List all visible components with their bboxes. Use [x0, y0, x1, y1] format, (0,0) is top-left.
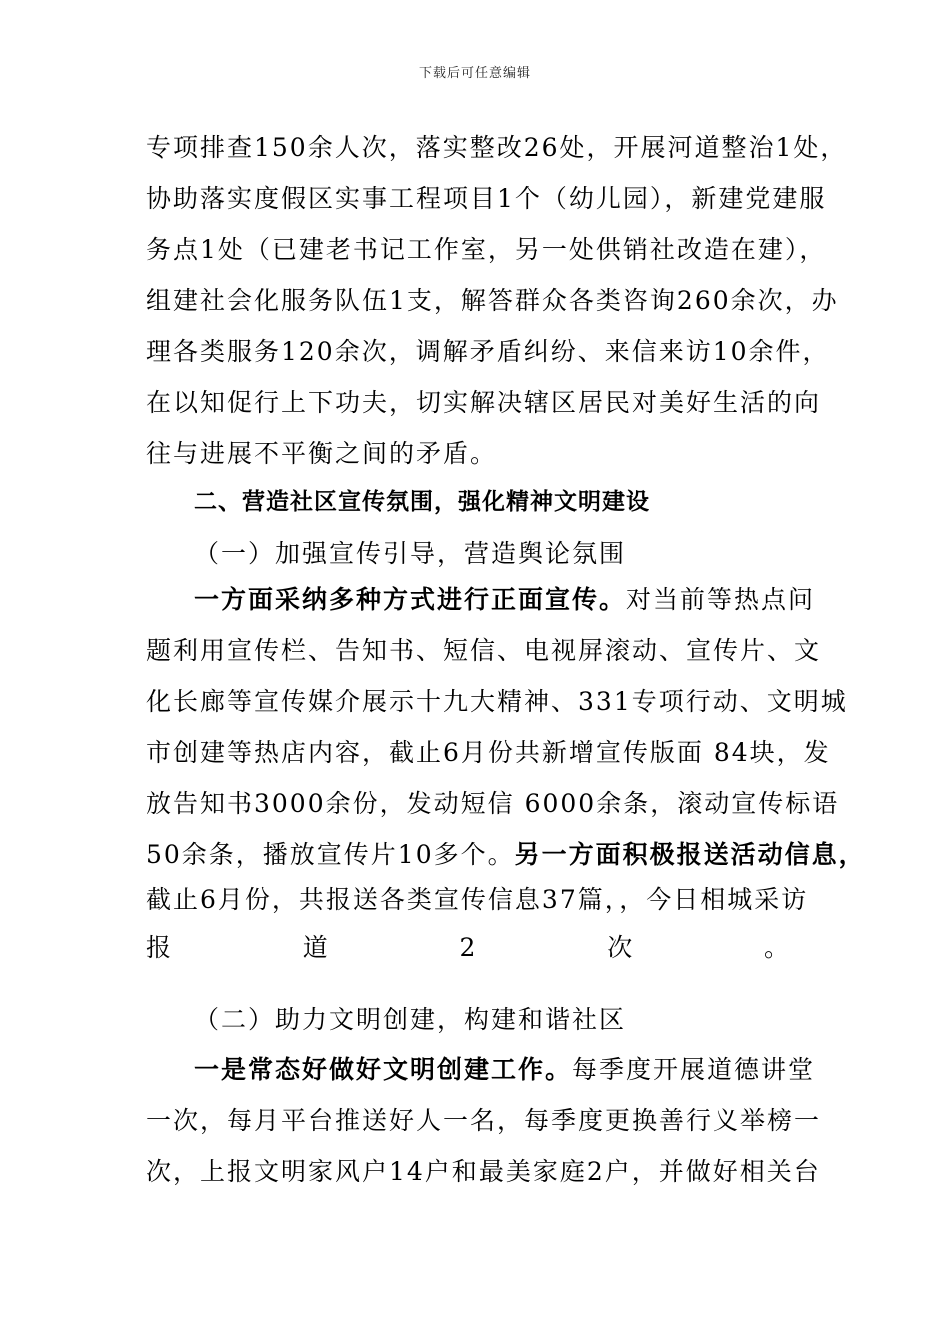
paragraph-line: 市创建等热店内容，截止6月份共新增宣传版面 84块，发 — [146, 738, 831, 767]
paragraph-text: 50余条，播放宣传片10多个。 — [146, 840, 515, 869]
paragraph-line — [194, 1048, 815, 1092]
paragraph-line: 理各类服务120余次，调解矛盾纠纷、来信来访10余件， — [146, 337, 830, 366]
paragraph-text: 每季度开展道德讲堂 — [572, 1055, 816, 1084]
subsection-heading: （一）加强宣传引导，营造舆论氛围 — [194, 539, 627, 568]
paragraph-line: 往与进展不平衡之间的矛盾。 — [146, 439, 498, 468]
paragraph-line: 协助落实度假区实事工程项目1个（幼儿园），新建党建服 — [146, 184, 827, 213]
paragraph-line: 务点1处（已建老书记工作室，另一处供销社改造在建）， — [146, 235, 827, 264]
paragraph-text: 对当前等热点问 — [626, 585, 816, 614]
justified-word: 次 — [607, 933, 635, 962]
paragraph-line — [194, 578, 815, 622]
justified-word: 道 — [302, 933, 330, 962]
page-header-watermark: 下载后可任意编辑 — [418, 66, 531, 81]
paragraph-line: 组建社会化服务队伍1支，解答群众各类咨询260余次，办 — [146, 286, 839, 315]
justified-line — [146, 926, 791, 970]
subsection-heading: （二）助力文明创建，构建和谐社区 — [194, 1005, 627, 1034]
paragraph-line: 化长廊等宣传媒介展示十九大精神、331专项行动、文明城 — [146, 687, 848, 716]
paragraph-line: 专项排查150余人次，落实整改26处，开展河道整治1处， — [146, 133, 848, 162]
paragraph-line: 题利用宣传栏、告知书、短信、电视屏滚动、宣传片、文 — [146, 636, 822, 665]
bold-lead-phrase: 另一方面积极报送活动信息， — [514, 840, 866, 869]
paragraph-line: 次，上报文明家风户14户和最美家庭2户，并做好相关台 — [146, 1157, 821, 1186]
justified-word: 。 — [763, 933, 791, 962]
paragraph-line: 一次，每月平台推送好人一名，每季度更换善行义举榜一 — [146, 1106, 822, 1135]
justified-word: 报 — [146, 933, 174, 962]
paragraph-line: 截止6月份，共报送各类宣传信息37篇，，今日相城采访 — [146, 885, 809, 914]
section-heading: 二、营造社区宣传氛围，强化精神文明建设 — [194, 489, 650, 515]
paragraph-line — [146, 833, 866, 877]
bold-lead-phrase: 一是常态好做好文明创建工作。 — [194, 1055, 573, 1084]
paragraph-line: 在以知促行上下功夫，切实解决辖区居民对美好生活的向 — [146, 388, 822, 417]
bold-lead-phrase: 一方面采纳多种方式进行正面宣传。 — [194, 585, 627, 614]
justified-word: 2 — [459, 933, 478, 962]
paragraph-line: 放告知书3000余份，发动短信 6000余条，滚动宣传标语 — [146, 789, 840, 818]
